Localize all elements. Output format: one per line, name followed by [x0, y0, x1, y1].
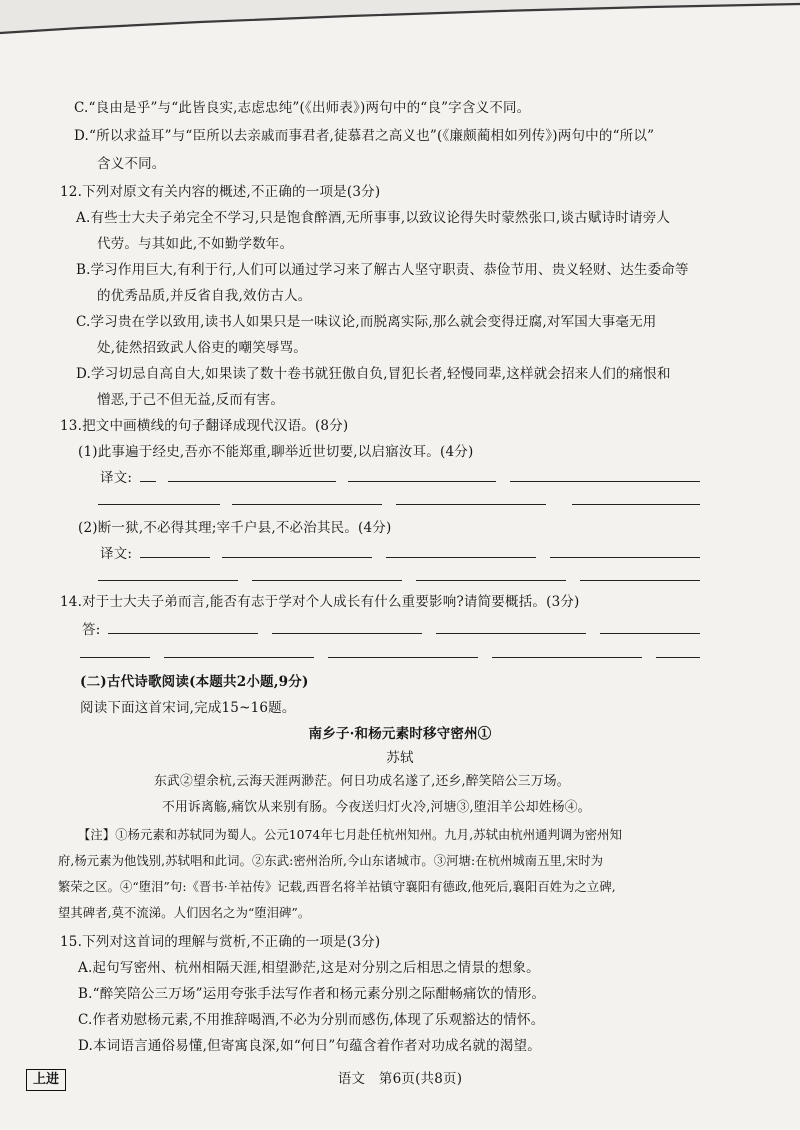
answer-line [232, 504, 382, 505]
note-line-1: 【注】①杨元素和苏轼同为蜀人。公元1074年七月赴任杭州知州。九月,苏轼由杭州通判调为密州知 [78, 828, 622, 842]
q13-sentence-1: (1)此事遍于经史,吾亦不能郑重,聊举近世切要,以启寤汝耳。(4分) [78, 444, 474, 460]
question-13: 13.把文中画横线的句子翻译成现代汉语。(8分) [60, 418, 349, 434]
q15-option-c: C.作者劝慰杨元素,不用推辞喝酒,不必为分别而感伤,体现了乐观豁达的情怀。 [78, 1012, 545, 1028]
answer-line [348, 481, 496, 482]
question-15: 15.下列对这首词的理解与赏析,不正确的一项是(3分) [60, 934, 381, 950]
answer-line [222, 557, 372, 558]
answer-line [492, 657, 642, 658]
answer-label: 答: [82, 622, 101, 638]
answer-line [510, 481, 700, 482]
option-c: C.“良由是乎”与“此皆良实,志虑忠纯”(《出师表》)两句中的“良”字含义不同。 [74, 100, 531, 116]
answer-line [656, 657, 700, 658]
scan-edge-shadow [0, 0, 800, 38]
poem-line-1: 东武②望余杭,云海天涯两渺茫。何日功成名遂了,还乡,醉笑陪公三万场。 [154, 774, 570, 789]
reading-instruction: 阅读下面这首宋词,完成15~16题。 [80, 700, 296, 716]
answer-line [164, 657, 314, 658]
answer-line [416, 580, 566, 581]
poem-title: 南乡子·和杨元素时移守密州① [308, 726, 492, 742]
poem-author: 苏轼 [386, 750, 414, 766]
answer-line [436, 633, 586, 634]
answer-line [80, 657, 150, 658]
answer-line [98, 504, 220, 505]
q12-option-d-line2: 憎恶,于己不但无益,反而有害。 [97, 392, 285, 408]
q12-option-c-line2: 处,徒然招致武人俗吏的嘲笑辱骂。 [97, 340, 307, 356]
answer-line [328, 657, 478, 658]
note-line-4: 望其碑者,莫不流涕。人们因名之为“堕泪碑”。 [58, 906, 311, 920]
q12-option-a-line2: 代劳。与其如此,不如勤学数年。 [97, 236, 294, 252]
answer-line [272, 633, 422, 634]
q12-option-c-line1: C.学习贵在学以致用,读书人如果只是一味议论,而脱离实际,那么就会变得迂腐,对军国大事毫无用 [76, 314, 657, 330]
q12-option-b-line1: B.学习作用巨大,有利于行,人们可以通过学习来了解古人坚守职责、恭俭节用、贵义轻财、达生委命等 [76, 262, 689, 278]
question-14: 14.对于士大夫子弟而言,能否有志于学对个人成长有什么重要影响?请简要概括。(3分) [60, 594, 580, 610]
option-d-line1: D.“所以求益耳”与“臣所以去亲戚而事君者,徒慕君之高义也”(《廉颇蔺相如列传》)两句中的“所以” [74, 128, 655, 144]
answer-line [140, 557, 210, 558]
page-number: 语文 第6页(共8页) [337, 1071, 463, 1087]
translation-label-2: 译文: [100, 546, 133, 562]
answer-line [550, 557, 700, 558]
answer-line [580, 580, 700, 581]
answer-line [600, 633, 700, 634]
option-d-line2: 含义不同。 [97, 156, 166, 172]
q15-option-d: D.本词语言通俗易懂,但寄寓良深,如“何日”句蕴含着作者对功成名就的渴望。 [78, 1038, 541, 1054]
answer-line [98, 580, 238, 581]
answer-line [108, 633, 258, 634]
q15-option-b: B.“醉笑陪公三万场”运用夸张手法写作者和杨元素分别之际酣畅痛饮的情形。 [78, 986, 546, 1002]
answer-line [140, 481, 156, 482]
answer-line [396, 504, 546, 505]
answer-line [572, 504, 700, 505]
q12-option-d-line1: D.学习切忌自高自大,如果读了数十卷书就狂傲自负,冒犯长者,轻慢同辈,这样就会招来人们的痛恨和 [76, 366, 671, 382]
section-heading: (二)古代诗歌阅读(本题共2小题,9分) [80, 674, 309, 690]
q12-option-a-line1: A.有些士大夫子弟完全不学习,只是饱食醉酒,无所事事,以致议论得失时蒙然张口,谈古赋诗时请旁人 [76, 210, 671, 226]
q13-sentence-2: (2)断一狱,不必得其理;宰千户县,不必治其民。(4分) [78, 520, 392, 536]
publisher-badge: 上进 [26, 1069, 66, 1091]
answer-line [386, 557, 536, 558]
q15-option-a: A.起句写密州、杭州相隔天涯,相望渺茫,这是对分别之后相思之情景的想象。 [78, 960, 540, 976]
answer-line [168, 481, 336, 482]
note-line-2: 府,杨元素为他饯别,苏轼唱和此词。②东武:密州治所,今山东诸城市。③河塘:在杭州城南五里,宋时为 [58, 854, 604, 868]
poem-line-2: 不用诉离觞,痛饮从来别有肠。今夜送归灯火冷,河塘③,堕泪羊公却姓杨④。 [162, 800, 591, 815]
answer-line [252, 580, 402, 581]
translation-label-1: 译文: [100, 470, 133, 486]
note-line-3: 繁荣之区。④“堕泪”句:《晋书·羊祜传》记载,西晋名将羊祜镇守襄阳有德政,他死后,襄阳百姓为之立碑, [58, 880, 616, 894]
question-12: 12.下列对原文有关内容的概述,不正确的一项是(3分) [60, 184, 381, 200]
q12-option-b-line2: 的优秀品质,并反省自我,效仿古人。 [97, 288, 312, 304]
